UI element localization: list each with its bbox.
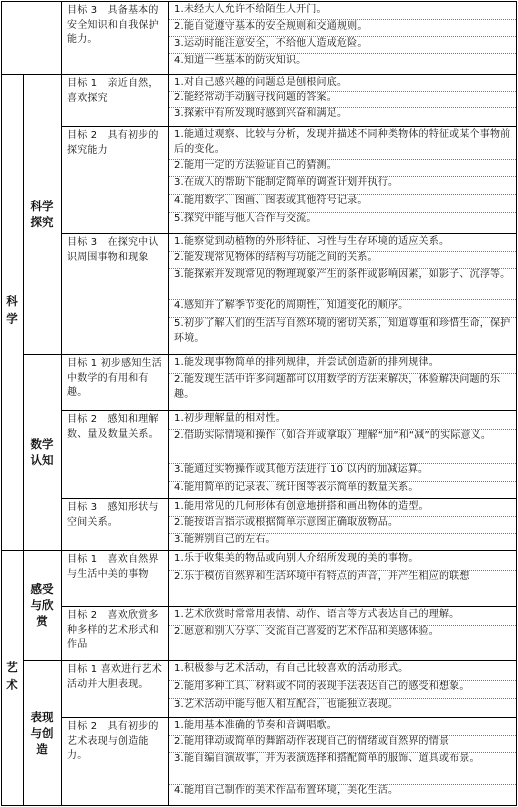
row-divider [61,717,517,718]
content-item: 2.能用多种工具、材料或不同的表现手法表达自己的感受和想象。 [174,681,470,692]
content-item: 3.探索中有所发现时感到兴奋和满足。 [174,108,348,119]
item-separator [169,212,516,213]
sub-area-feel-appreciate [23,550,61,660]
row-divider [61,606,517,607]
item-separator [169,251,516,252]
domain-science: 科学 [5,294,19,330]
content-item: 2.能用律动或简单的舞蹈动作表现自己的情绪或自然界的情景 [174,736,450,747]
item-separator [169,19,516,20]
goal-cell: 目标 1 亲近自然，喜欢探究 [67,78,159,104]
content-item: 3.能通过实物操作或其他方法进行 10 以内的加减运算。 [174,464,429,475]
row-divider [1,74,517,75]
content-item: 1.能用基本准确的节奏和音调唱歌。 [174,720,337,731]
content-item: 3.能探索并发现常见的物理现象产生的条件或影响因素，如影子、沉浮等。 [174,269,511,280]
content-cell [169,606,517,660]
content-item: 2.借助实际情境和操作（如合并或拿取）理解“加”和“减”的实际意义。 [174,430,492,441]
content-item: 5.初步了解人们的生活与自然环境的密切关系，知道尊重和珍惜生命，保护环境。 [174,318,511,344]
item-separator [169,176,516,177]
item-separator [169,299,516,300]
content-item: 2.能按语言指示或根据简单示意图正确取放物品。 [174,517,399,528]
content-item: 5.探究中能与他人合作与交流。 [174,213,317,224]
goal-cell: 目标 2 具有初步的探究能力 [67,130,159,156]
goal-cell: 目标 2 喜欢欣赏多种多样的艺术形式和作品 [67,610,159,650]
item-separator [169,373,516,374]
content-item: 1.对自己感兴趣的问题总是刨根问底。 [174,77,348,88]
row-divider [61,126,517,127]
content-item: 2.能经常动手动脑寻找问题的答案。 [174,92,337,103]
item-separator [169,735,516,736]
table-border [1,805,517,806]
content-item: 3.运动时能注意安全，不给他人造成危险。 [174,38,368,49]
content-item: 2.乐于模仿自然界和生活环境中有特点的声音，并产生相应的联想 [174,571,470,582]
content-cell [169,717,517,806]
row-divider [61,233,517,234]
goal-cell: 目标 1 喜欢自然界与生活中美的事物 [67,554,159,580]
column-divider [61,1,62,806]
content-item: 4.知道一些基本的防灾知识。 [174,55,307,66]
curriculum-goals-table [1,1,517,806]
content-cell [169,410,517,498]
content-cell [169,550,517,606]
item-separator [169,107,516,108]
item-separator [169,36,516,37]
content-item: 1.能通过观察、比较与分析，发现并描述不同种类物体的特征或某个事物前后的变化。 [174,129,511,155]
content-item: 3.在成人的帮助下能制定简单的调查计划并执行。 [174,177,399,188]
content-item: 4.感知并了解季节变化的周期性，知道变化的顺序。 [174,300,409,311]
item-separator [169,698,516,699]
sub-area-label: 表现与创造 [30,710,54,756]
item-separator [169,194,516,195]
content-item: 4.能用简单的记录表、统计图等表示简单的数量关系。 [174,482,419,493]
row-divider [61,410,517,411]
item-separator [169,625,516,626]
item-separator [169,159,516,160]
content-item: 3.能自编自演故事，并为表演选择和搭配简单的服饰、道具或布景。 [174,753,480,764]
column-divider [23,74,24,806]
content-item: 3.艺术活动中能与他人相互配合，也能独立表现。 [174,699,399,710]
table-border [1,1,2,806]
item-separator [169,429,516,430]
row-divider [23,660,517,661]
content-item: 2.能自觉遵守基本的安全规则和交通规则。 [174,21,368,32]
item-separator [169,481,516,482]
content-item: 2.能发现生活中许多问题都可以用数学的方法来解决，体验解决问题的乐趣。 [174,374,501,400]
goal-cell: 目标 1 喜欢进行艺术活动并大胆表现。 [67,664,162,690]
item-separator [169,533,516,534]
column-divider [168,1,169,806]
item-separator [169,752,516,753]
sub-area-science-inquiry [23,74,61,354]
goal-cell: 目标 2 具有初步的艺术表现与创造能力。 [67,721,159,761]
row-divider [23,354,517,355]
row-divider [61,498,517,499]
domain-art: 艺术 [5,660,19,696]
content-item: 2.能发现常见物体的结构与功能之间的关系。 [174,252,378,263]
item-separator [169,516,516,517]
content-item: 1.未经大人允许不给陌生人开门。 [174,4,327,15]
item-separator [169,53,516,54]
goal-cell: 目标 2 感知和理解数、量及数量关系。 [67,414,159,440]
goal-cell: 目标 3 具备基本的安全知识和自我保护能力。 [67,5,159,45]
content-item: 3.能辨别自己的左右。 [174,534,276,545]
item-separator [169,317,516,318]
content-item: 4.能用数字、图画、图表或其他符号记录。 [174,195,368,206]
goal-cell: 目标 3 感知形状与空间关系。 [67,502,159,528]
sub-area-label: 科学探究 [30,199,54,229]
content-cell [169,74,517,126]
content-item: 1.艺术欣赏时常常用表情、动作、语言等方式表达自己的理解。 [174,609,460,620]
item-separator [169,784,516,785]
content-cell [169,126,517,233]
table-border [1,1,517,2]
content-item: 2.能用一定的方法验证自己的猜测。 [174,160,337,171]
sub-area-express-create [23,660,61,806]
goal-cell: 目标 3 在探究中认识周围事物和现象 [67,237,159,263]
content-item: 1.能用常见的几何形体有创意地拼搭和画出物体的造型。 [174,501,429,512]
item-separator [169,570,516,571]
item-separator [169,463,516,464]
row-divider [1,550,517,551]
table-border [516,1,517,806]
content-item: 1.乐于收集美的物品或向别人介绍所发现的美的事物。 [174,553,419,564]
content-item: 4.能用自己制作的美术作品布置环境，美化生活。 [174,785,399,796]
sub-area-math-cognition [23,354,61,550]
content-item: 2.愿意和别人分享、交流自己喜爱的艺术作品和美感体验。 [174,626,439,637]
item-separator [169,91,516,92]
content-cell [169,660,517,717]
content-cell [169,354,517,410]
content-item: 1.能察觉到动植物的外形特征、习性与生存环境的适应关系。 [174,236,450,247]
goal-cell: 目标 1 初步感知生活中数学的有用和有趣。 [67,358,162,398]
content-cell [169,1,517,74]
content-item: 1.初步理解量的相对性。 [174,413,286,424]
sub-area-label: 感受与欣赏 [30,582,54,628]
content-item: 1.积极参与艺术活动，有自己比较喜欢的活动形式。 [174,663,409,674]
sub-area-label: 数学认知 [30,437,54,467]
item-separator [169,680,516,681]
content-item: 1.能发现事物简单的排列规律，并尝试创造新的排列规律。 [174,357,439,368]
content-cell [169,498,517,550]
item-separator [169,268,516,269]
